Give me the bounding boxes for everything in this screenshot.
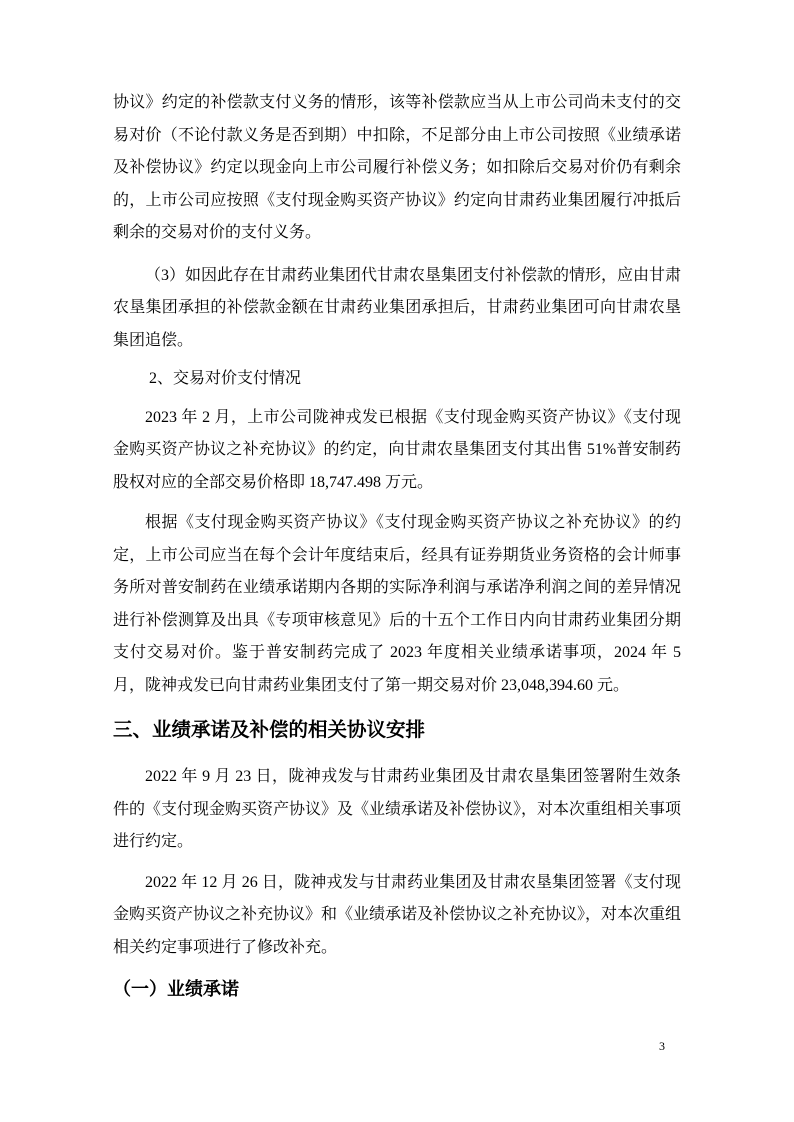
paragraph-sign-september: 2022 年 9 月 23 日，陇神戎发与甘肃药业集团及甘肃农垦集团签署附生效条件的《支付现金购买资产协议》及《业绩承诺及补偿协议》，对本次重组相关事项进行约定。 [113, 768, 682, 850]
paragraph-payment-detail: 根据《支付现金购买资产协议》《支付现金购买资产协议之补充协议》的约定，上市公司应当在每个会计年度结束后，经具有证券期货业务资格的会计师事务所对普安制药在业绩承诺期内各期的实际净利润与承诺净利润之间的差异情况进行补偿测算及出具《专项审核意见》后的十五个工作日内向甘肃药业集团分期支付交易对价。鉴于普安制药完成了 2023 年度相关业绩承诺事项，2024 年 5 月，陇神戎发已向甘肃药业集团支付了第一期交易对价 23,048,394.60 元。 [113, 514, 681, 694]
page-number: 3 [659, 1039, 665, 1053]
section-heading-3: 三、业绩承诺及补偿的相关协议安排 [113, 719, 426, 741]
subsection-heading-performance-commitment: （一）业绩承诺 [113, 979, 239, 999]
paragraph-sign-december: 2022 年 12 月 26 日，陇神戎发与甘肃药业集团及甘肃农垦集团签署《支付现金购买资产协议之补充协议》和《业绩承诺及补偿协议之补充协议》，对本次重组相关约定事项进行了修改补充。 [113, 873, 682, 956]
paragraph-continuation: 协议》约定的补偿款支付义务的情形，该等补偿款应当从上市公司尚未支付的交易对价（不论付款义务是否到期）中扣除，不足部分由上市公司按照《业绩承诺及补偿协议》约定以现金向上市公司履行补偿义务；如扣除后交易对价仍有剩余的，上市公司应按照《支付现金购买资产协议》约定向甘肃药业集团履行冲抵后剩余的交易对价的支付义务。 [113, 94, 681, 241]
subheading-payment-status: 2、交易对价支付情况 [149, 370, 302, 387]
paragraph-payment-2023: 2023 年 2 月，上市公司陇神戎发已根据《支付现金购买资产协议》《支付现金购买资产协议之补充协议》的约定，向甘肃农垦集团支付其出售 51%普安制药股权对应的全部交易价格即 18,747.498 万元。 [113, 408, 681, 491]
paragraph-item-3: （3）如因此存在甘肃药业集团代甘肃农垦集团支付补偿款的情形，应由甘肃农垦集团承担的补偿款金额在甘肃药业集团承担后，甘肃药业集团可向甘肃农垦集团追偿。 [113, 266, 682, 349]
document-body [113, 87, 681, 1003]
